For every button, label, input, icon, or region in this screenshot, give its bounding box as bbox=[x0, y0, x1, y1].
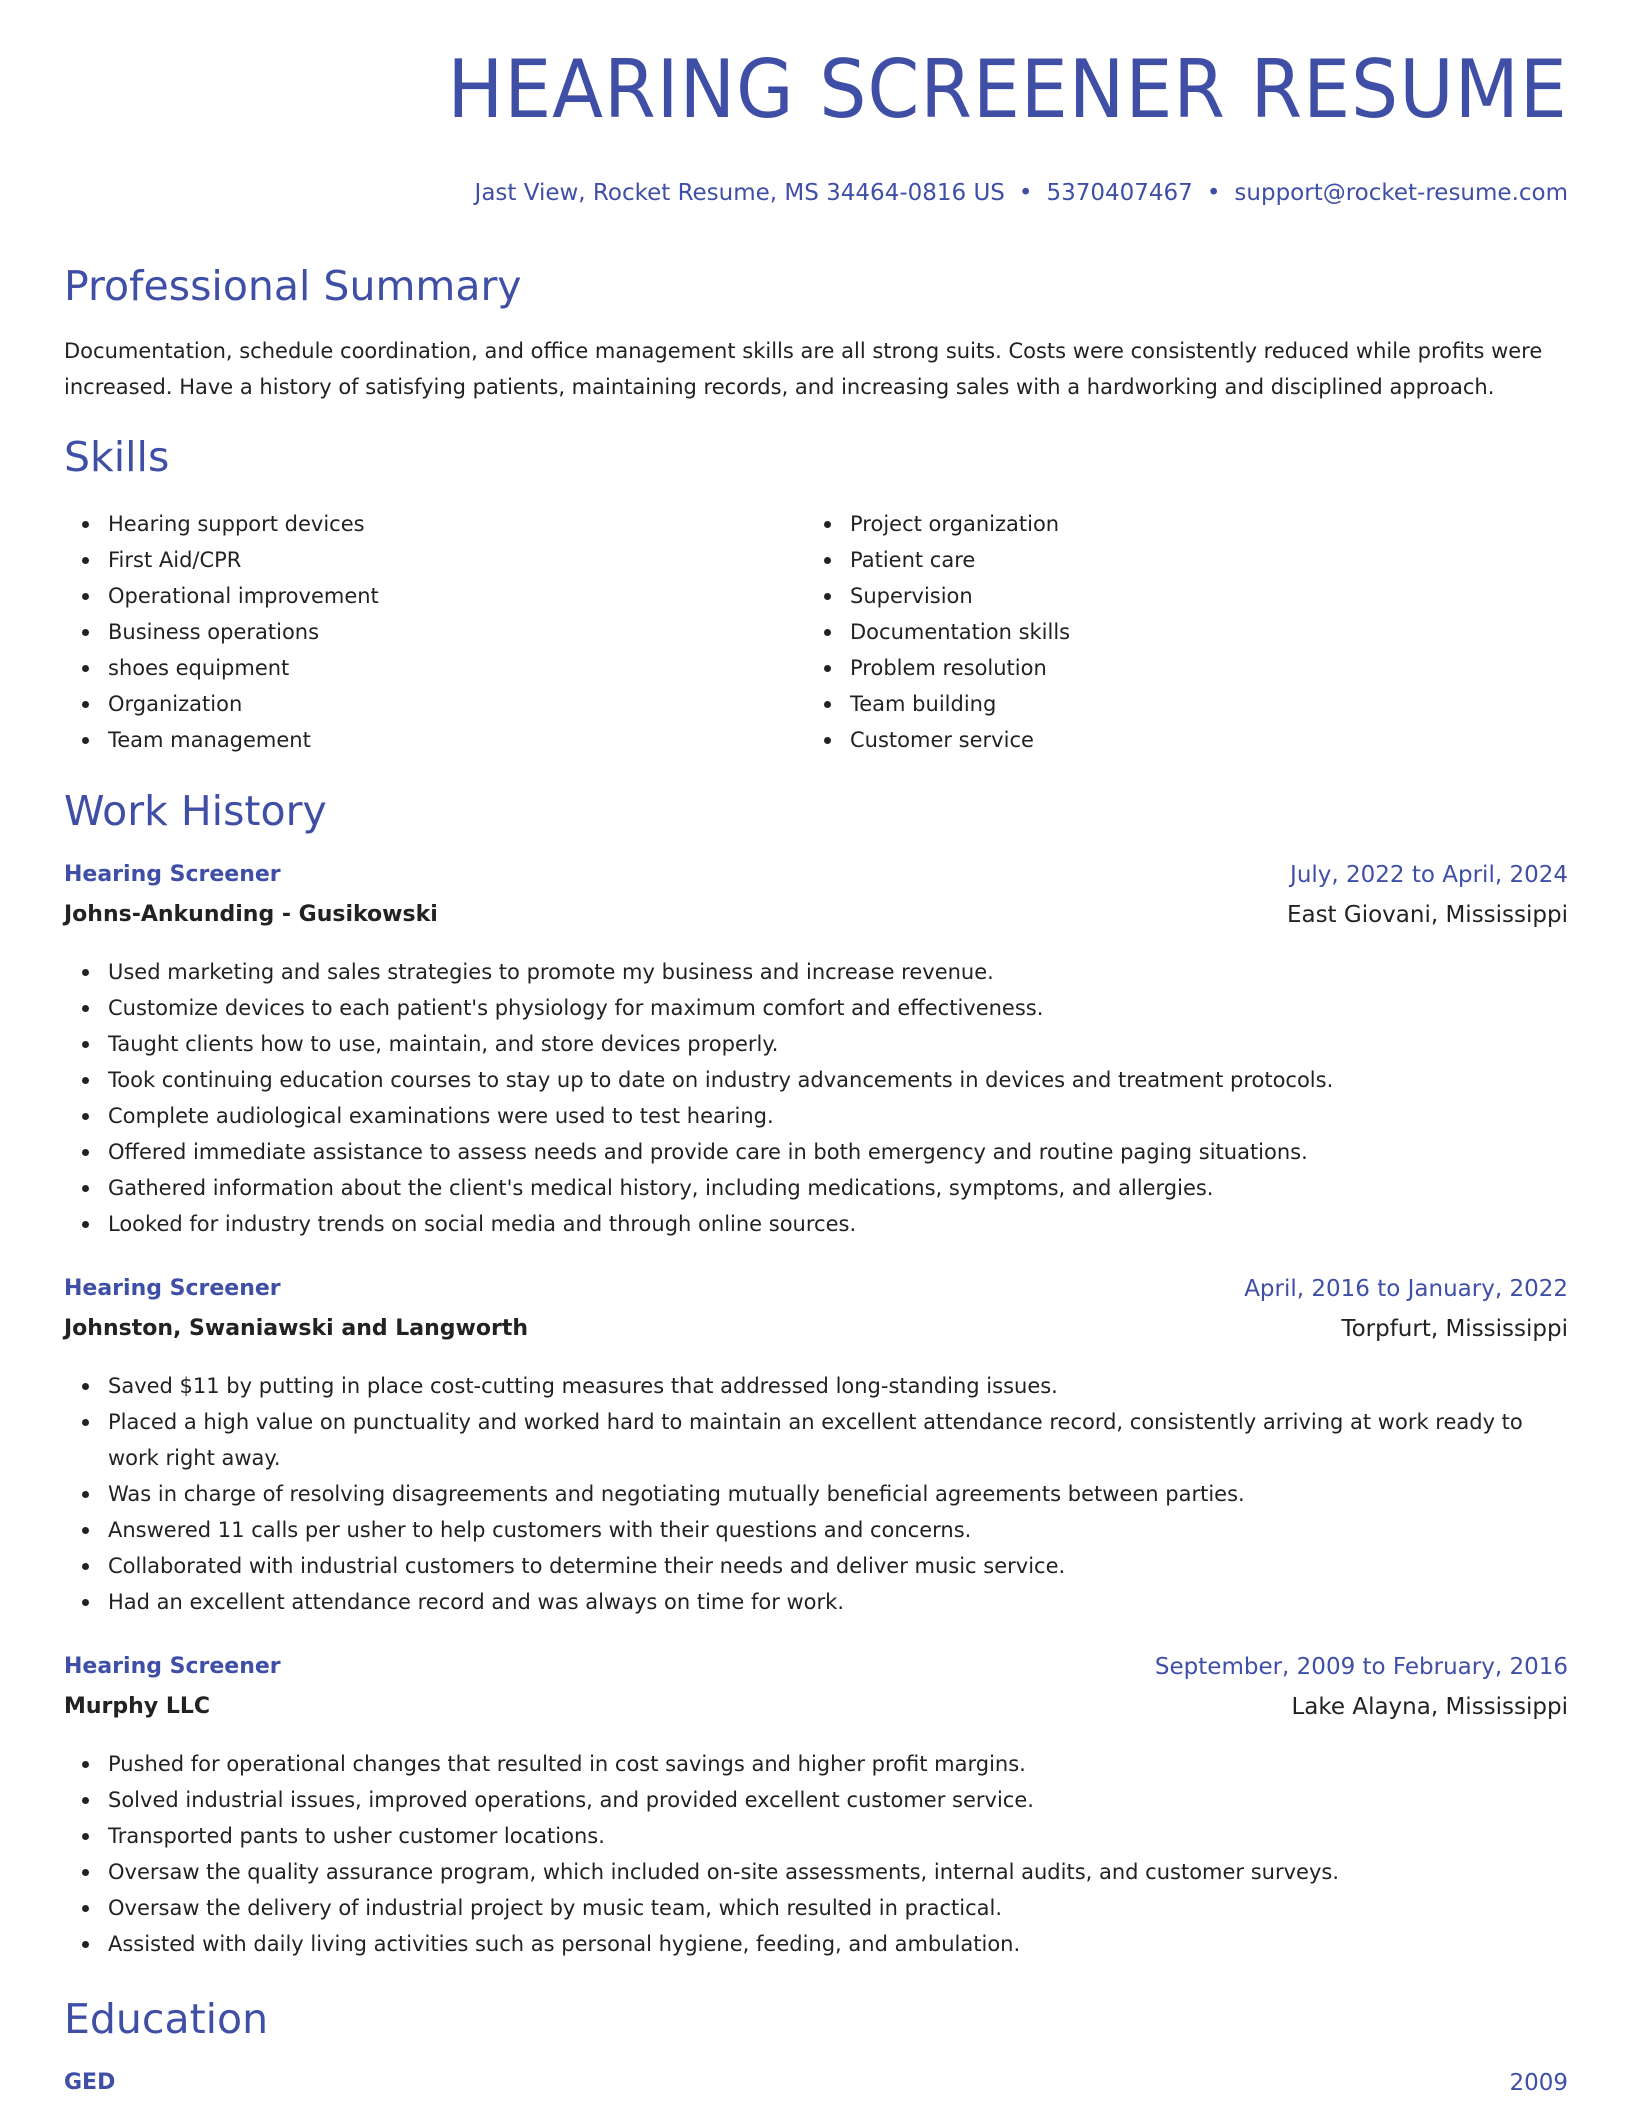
job-bullet: Complete audiological examinations were used to test hearing. bbox=[108, 1098, 1568, 1134]
skill-item: shoes equipment bbox=[108, 650, 764, 686]
skill-item: Problem resolution bbox=[850, 650, 1506, 686]
skill-item: Team building bbox=[850, 686, 1506, 722]
job-company-row bbox=[64, 1316, 1568, 1356]
summary-heading: Professional Summary bbox=[64, 262, 522, 310]
job-bullet: Pushed for operational changes that resulted in cost savings and higher profit margins. bbox=[108, 1746, 1568, 1782]
skills-heading: Skills bbox=[64, 433, 170, 481]
skills-column-left bbox=[64, 506, 764, 758]
contact-email[interactable]: support@rocket-resume.com bbox=[1234, 180, 1568, 206]
resume-title: HEARING SCREENER RESUME bbox=[447, 43, 1568, 136]
job-company-row bbox=[64, 1694, 1568, 1734]
job-bullets bbox=[64, 954, 1568, 1242]
job-dates: April, 2016 to January, 2022 bbox=[1244, 1276, 1568, 1302]
skill-item: Organization bbox=[108, 686, 764, 722]
job-bullet: Looked for industry trends on social media and through online sources. bbox=[108, 1206, 1568, 1242]
job-bullet: Had an excellent attendance record and was always on time for work. bbox=[108, 1584, 1568, 1620]
job-bullets bbox=[64, 1746, 1568, 1962]
job-bullet: Customize devices to each patient's physiology for maximum comfort and effectiveness. bbox=[108, 990, 1568, 1026]
contact-address: Jast View, Rocket Resume, MS 34464-0816 US bbox=[474, 180, 1005, 206]
job-location: Torpfurt, Mississippi bbox=[1341, 1316, 1568, 1342]
job-header-row bbox=[64, 1654, 1568, 1694]
job-header-row bbox=[64, 1276, 1568, 1316]
skill-item: First Aid/CPR bbox=[108, 542, 764, 578]
job-title: Hearing Screener bbox=[64, 862, 281, 887]
job-bullet: Taught clients how to use, maintain, and store devices properly. bbox=[108, 1026, 1568, 1062]
job-bullet: Answered 11 calls per usher to help customers with their questions and concerns. bbox=[108, 1512, 1568, 1548]
job-bullet: Offered immediate assistance to assess needs and provide care in both emergency and routine paging situations. bbox=[108, 1134, 1568, 1170]
job-dates: July, 2022 to April, 2024 bbox=[1290, 862, 1568, 888]
job-location: East Giovani, Mississippi bbox=[1286, 902, 1568, 928]
skills-column-right bbox=[806, 506, 1506, 758]
job-bullet: Gathered information about the client's medical history, including medications, symptoms, and allergies. bbox=[108, 1170, 1568, 1206]
contact-line bbox=[475, 180, 1568, 206]
skill-item: Patient care bbox=[850, 542, 1506, 578]
skill-item: Business operations bbox=[108, 614, 764, 650]
job-bullet: Oversaw the delivery of industrial project by music team, which resulted in practical. bbox=[108, 1890, 1568, 1926]
job-bullet: Oversaw the quality assurance program, which included on-site assessments, internal audits, and customer surveys. bbox=[108, 1854, 1568, 1890]
job-bullet: Saved $11 by putting in place cost-cutting measures that addressed long-standing issues. bbox=[108, 1368, 1568, 1404]
job-entry bbox=[64, 1276, 1568, 1620]
skill-item: Team management bbox=[108, 722, 764, 758]
skills-list-left bbox=[64, 506, 764, 758]
job-company: Johns-Ankunding - Gusikowski bbox=[64, 902, 438, 927]
job-bullet: Collaborated with industrial customers to determine their needs and deliver music service. bbox=[108, 1548, 1568, 1584]
job-bullet: Assisted with daily living activities such as personal hygiene, feeding, and ambulation. bbox=[108, 1926, 1568, 1962]
education-heading: Education bbox=[64, 1995, 269, 2043]
contact-separator: • bbox=[1018, 180, 1033, 206]
job-bullet: Placed a high value on punctuality and worked hard to maintain an excellent attendance record, consistently arriving at work ready to work right away. bbox=[108, 1404, 1568, 1476]
skill-item: Project organization bbox=[850, 506, 1506, 542]
education-year: 2009 bbox=[1509, 2070, 1568, 2096]
job-bullet: Was in charge of resolving disagreements and negotiating mutually beneficial agreements between parties. bbox=[108, 1476, 1568, 1512]
job-bullet: Transported pants to usher customer locations. bbox=[108, 1818, 1568, 1854]
job-bullet: Used marketing and sales strategies to promote my business and increase revenue. bbox=[108, 954, 1568, 990]
skill-item: Supervision bbox=[850, 578, 1506, 614]
skill-item: Customer service bbox=[850, 722, 1506, 758]
job-header-row bbox=[64, 862, 1568, 902]
education-degree: GED bbox=[64, 2070, 116, 2095]
skill-item: Documentation skills bbox=[850, 614, 1506, 650]
contact-separator: • bbox=[1206, 180, 1221, 206]
job-location: Lake Alayna, Mississippi bbox=[1291, 1694, 1568, 1720]
summary-text: Documentation, schedule coordination, and office management skills are all strong suits. Costs were consistently reduced while profits were increased. Have a history of satisfying patients, maintaining records, and increasing sales with a hardworking and disciplined approach. bbox=[64, 339, 1543, 399]
job-company: Johnston, Swaniawski and Langworth bbox=[64, 1316, 528, 1341]
job-company: Murphy LLC bbox=[64, 1694, 210, 1719]
job-bullet: Solved industrial issues, improved operations, and provided excellent customer service. bbox=[108, 1782, 1568, 1818]
contact-phone: 5370407467 bbox=[1046, 180, 1193, 206]
skill-item: Hearing support devices bbox=[108, 506, 764, 542]
job-entry bbox=[64, 1654, 1568, 1962]
job-company-row bbox=[64, 902, 1568, 942]
job-bullet: Took continuing education courses to stay up to date on industry advancements in devices and treatment protocols. bbox=[108, 1062, 1568, 1098]
job-title: Hearing Screener bbox=[64, 1276, 281, 1301]
skills-list-right bbox=[806, 506, 1506, 758]
education-entry bbox=[64, 2070, 1568, 2100]
job-title: Hearing Screener bbox=[64, 1654, 281, 1679]
job-bullets bbox=[64, 1368, 1568, 1620]
skill-item: Operational improvement bbox=[108, 578, 764, 614]
work-history-heading: Work History bbox=[64, 787, 327, 835]
job-dates: September, 2009 to February, 2016 bbox=[1154, 1654, 1568, 1680]
job-entry bbox=[64, 862, 1568, 1242]
